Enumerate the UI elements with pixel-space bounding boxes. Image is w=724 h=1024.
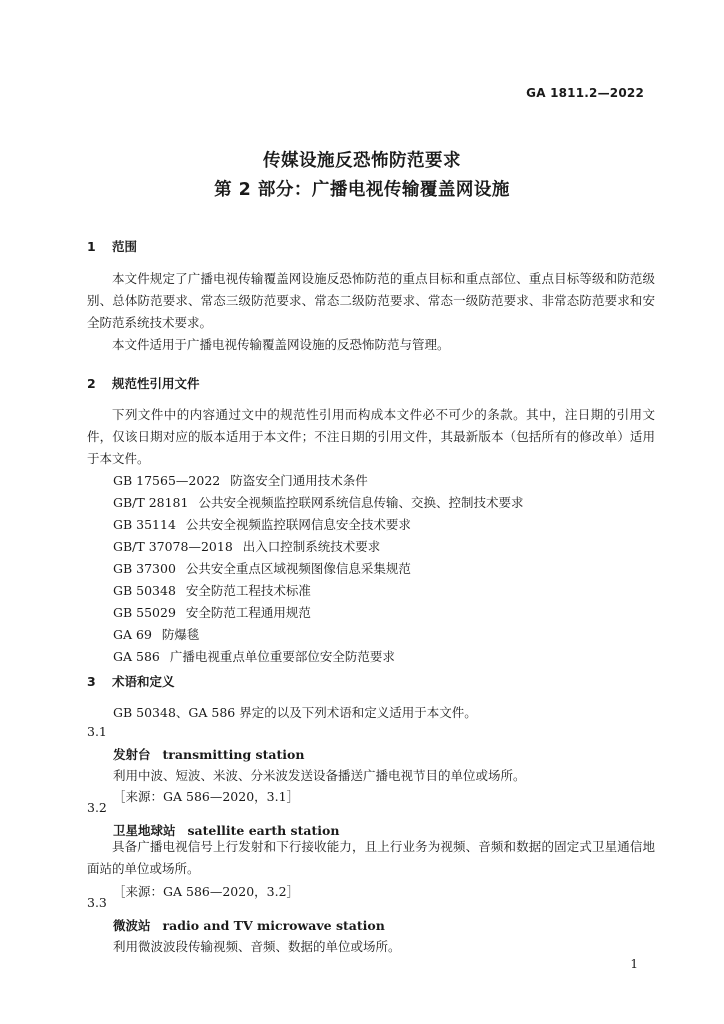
reference-item bbox=[113, 625, 199, 643]
section-2-heading bbox=[87, 374, 200, 392]
standard-code: GA 1811.2—2022 bbox=[526, 86, 644, 100]
reference-item bbox=[113, 537, 380, 555]
term-zh: 微波站 bbox=[113, 918, 151, 933]
reference-title: 防盗安全门通用技术条件 bbox=[230, 473, 368, 488]
section-3-heading bbox=[87, 672, 175, 690]
term-definition: 利用微波波段传输视频、音频、数据的单位或场所。 bbox=[113, 939, 401, 954]
reference-item bbox=[113, 603, 311, 621]
reference-item bbox=[113, 515, 411, 533]
clause-number: 3.1 bbox=[87, 724, 107, 739]
reference-code: GB 50348 bbox=[113, 583, 176, 598]
section-number: 3 bbox=[87, 674, 96, 689]
clause-number: 3.2 bbox=[87, 800, 107, 815]
reference-item bbox=[113, 581, 311, 599]
section-title: 范围 bbox=[112, 239, 138, 254]
page-number: 1 bbox=[630, 957, 638, 971]
normative-references-intro: 下列文件中的内容通过文中的规范性引用而构成本文件必不可少的条款。其中，注日期的引用文件，仅该日期对应的版本适用于本文件；不注日期的引用文件，其最新版本（包括所有的修改单）适用于本文件。 bbox=[87, 407, 655, 466]
term-en: radio and TV microwave station bbox=[162, 918, 385, 933]
reference-code: GB 55029 bbox=[113, 605, 176, 620]
clause-number: 3.3 bbox=[87, 895, 107, 910]
term-entry bbox=[113, 745, 304, 763]
scope-paragraph-2: 本文件适用于广播电视传输覆盖网设施的反恐怖防范与管理。 bbox=[112, 337, 450, 352]
scope-paragraph-1: 本文件规定了广播电视传输覆盖网设施反恐怖防范的重点目标和重点部位、重点目标等级和防范级别、总体防范要求、常态三级防范要求、常态二级防范要求、常态一级防范要求、非常态防范要求和安全防范系统技术要求。 bbox=[87, 271, 655, 330]
term-definition: 利用中波、短波、米波、分米波发送设备播送广播电视节目的单位或场所。 bbox=[113, 768, 526, 783]
reference-code: GB 35114 bbox=[113, 517, 176, 532]
reference-title: 安全防范工程通用规范 bbox=[185, 605, 311, 620]
reference-item bbox=[113, 471, 368, 489]
reference-code: GB/T 28181 bbox=[113, 495, 189, 510]
document-title-line1: 传媒设施反恐怖防范要求 bbox=[263, 151, 461, 171]
reference-code: GB 37300 bbox=[113, 561, 176, 576]
reference-code: GA 586 bbox=[113, 649, 160, 664]
reference-title: 公共安全视频监控联网信息安全技术要求 bbox=[185, 517, 411, 532]
term-source: ［来源：GA 586—2020，3.2］ bbox=[113, 884, 300, 899]
term-en: satellite earth station bbox=[187, 823, 340, 838]
reference-title: 出入口控制系统技术要求 bbox=[242, 539, 381, 554]
reference-title: 公共安全重点区域视频图像信息采集规范 bbox=[185, 561, 411, 576]
section-number: 1 bbox=[87, 239, 96, 254]
terms-intro: GB 50348、GA 586 界定的以及下列术语和定义适用于本文件。 bbox=[113, 705, 477, 720]
reference-code: GB/T 37078—2018 bbox=[113, 539, 233, 554]
term-entry bbox=[113, 916, 385, 934]
reference-code: GA 69 bbox=[113, 627, 152, 642]
reference-code: GB 17565—2022 bbox=[113, 473, 221, 488]
term-zh: 发射台 bbox=[113, 747, 151, 762]
reference-title: 公共安全视频监控联网系统信息传输、交换、控制技术要求 bbox=[198, 495, 524, 510]
reference-title: 防爆毯 bbox=[161, 627, 200, 642]
section-title: 规范性引用文件 bbox=[112, 376, 200, 391]
reference-item bbox=[113, 647, 395, 665]
section-title: 术语和定义 bbox=[112, 674, 175, 689]
reference-title: 安全防范工程技术标准 bbox=[185, 583, 311, 598]
term-definition: 具备广播电视信号上行发射和下行接收能力，且上行业务为视频、音频和数据的固定式卫星通信地面站的单位或场所。 bbox=[87, 839, 655, 876]
section-1-heading bbox=[87, 237, 137, 255]
reference-item bbox=[113, 493, 523, 511]
term-en: transmitting station bbox=[162, 747, 305, 762]
term-source: ［来源：GA 586—2020，3.1］ bbox=[113, 789, 300, 804]
section-number: 2 bbox=[87, 376, 96, 391]
document-title-line2: 第 2 部分：广播电视传输覆盖网设施 bbox=[214, 180, 510, 200]
term-zh: 卫星地球站 bbox=[113, 823, 176, 838]
reference-title: 广播电视重点单位重要部位安全防范要求 bbox=[169, 649, 395, 664]
reference-item bbox=[113, 559, 411, 577]
